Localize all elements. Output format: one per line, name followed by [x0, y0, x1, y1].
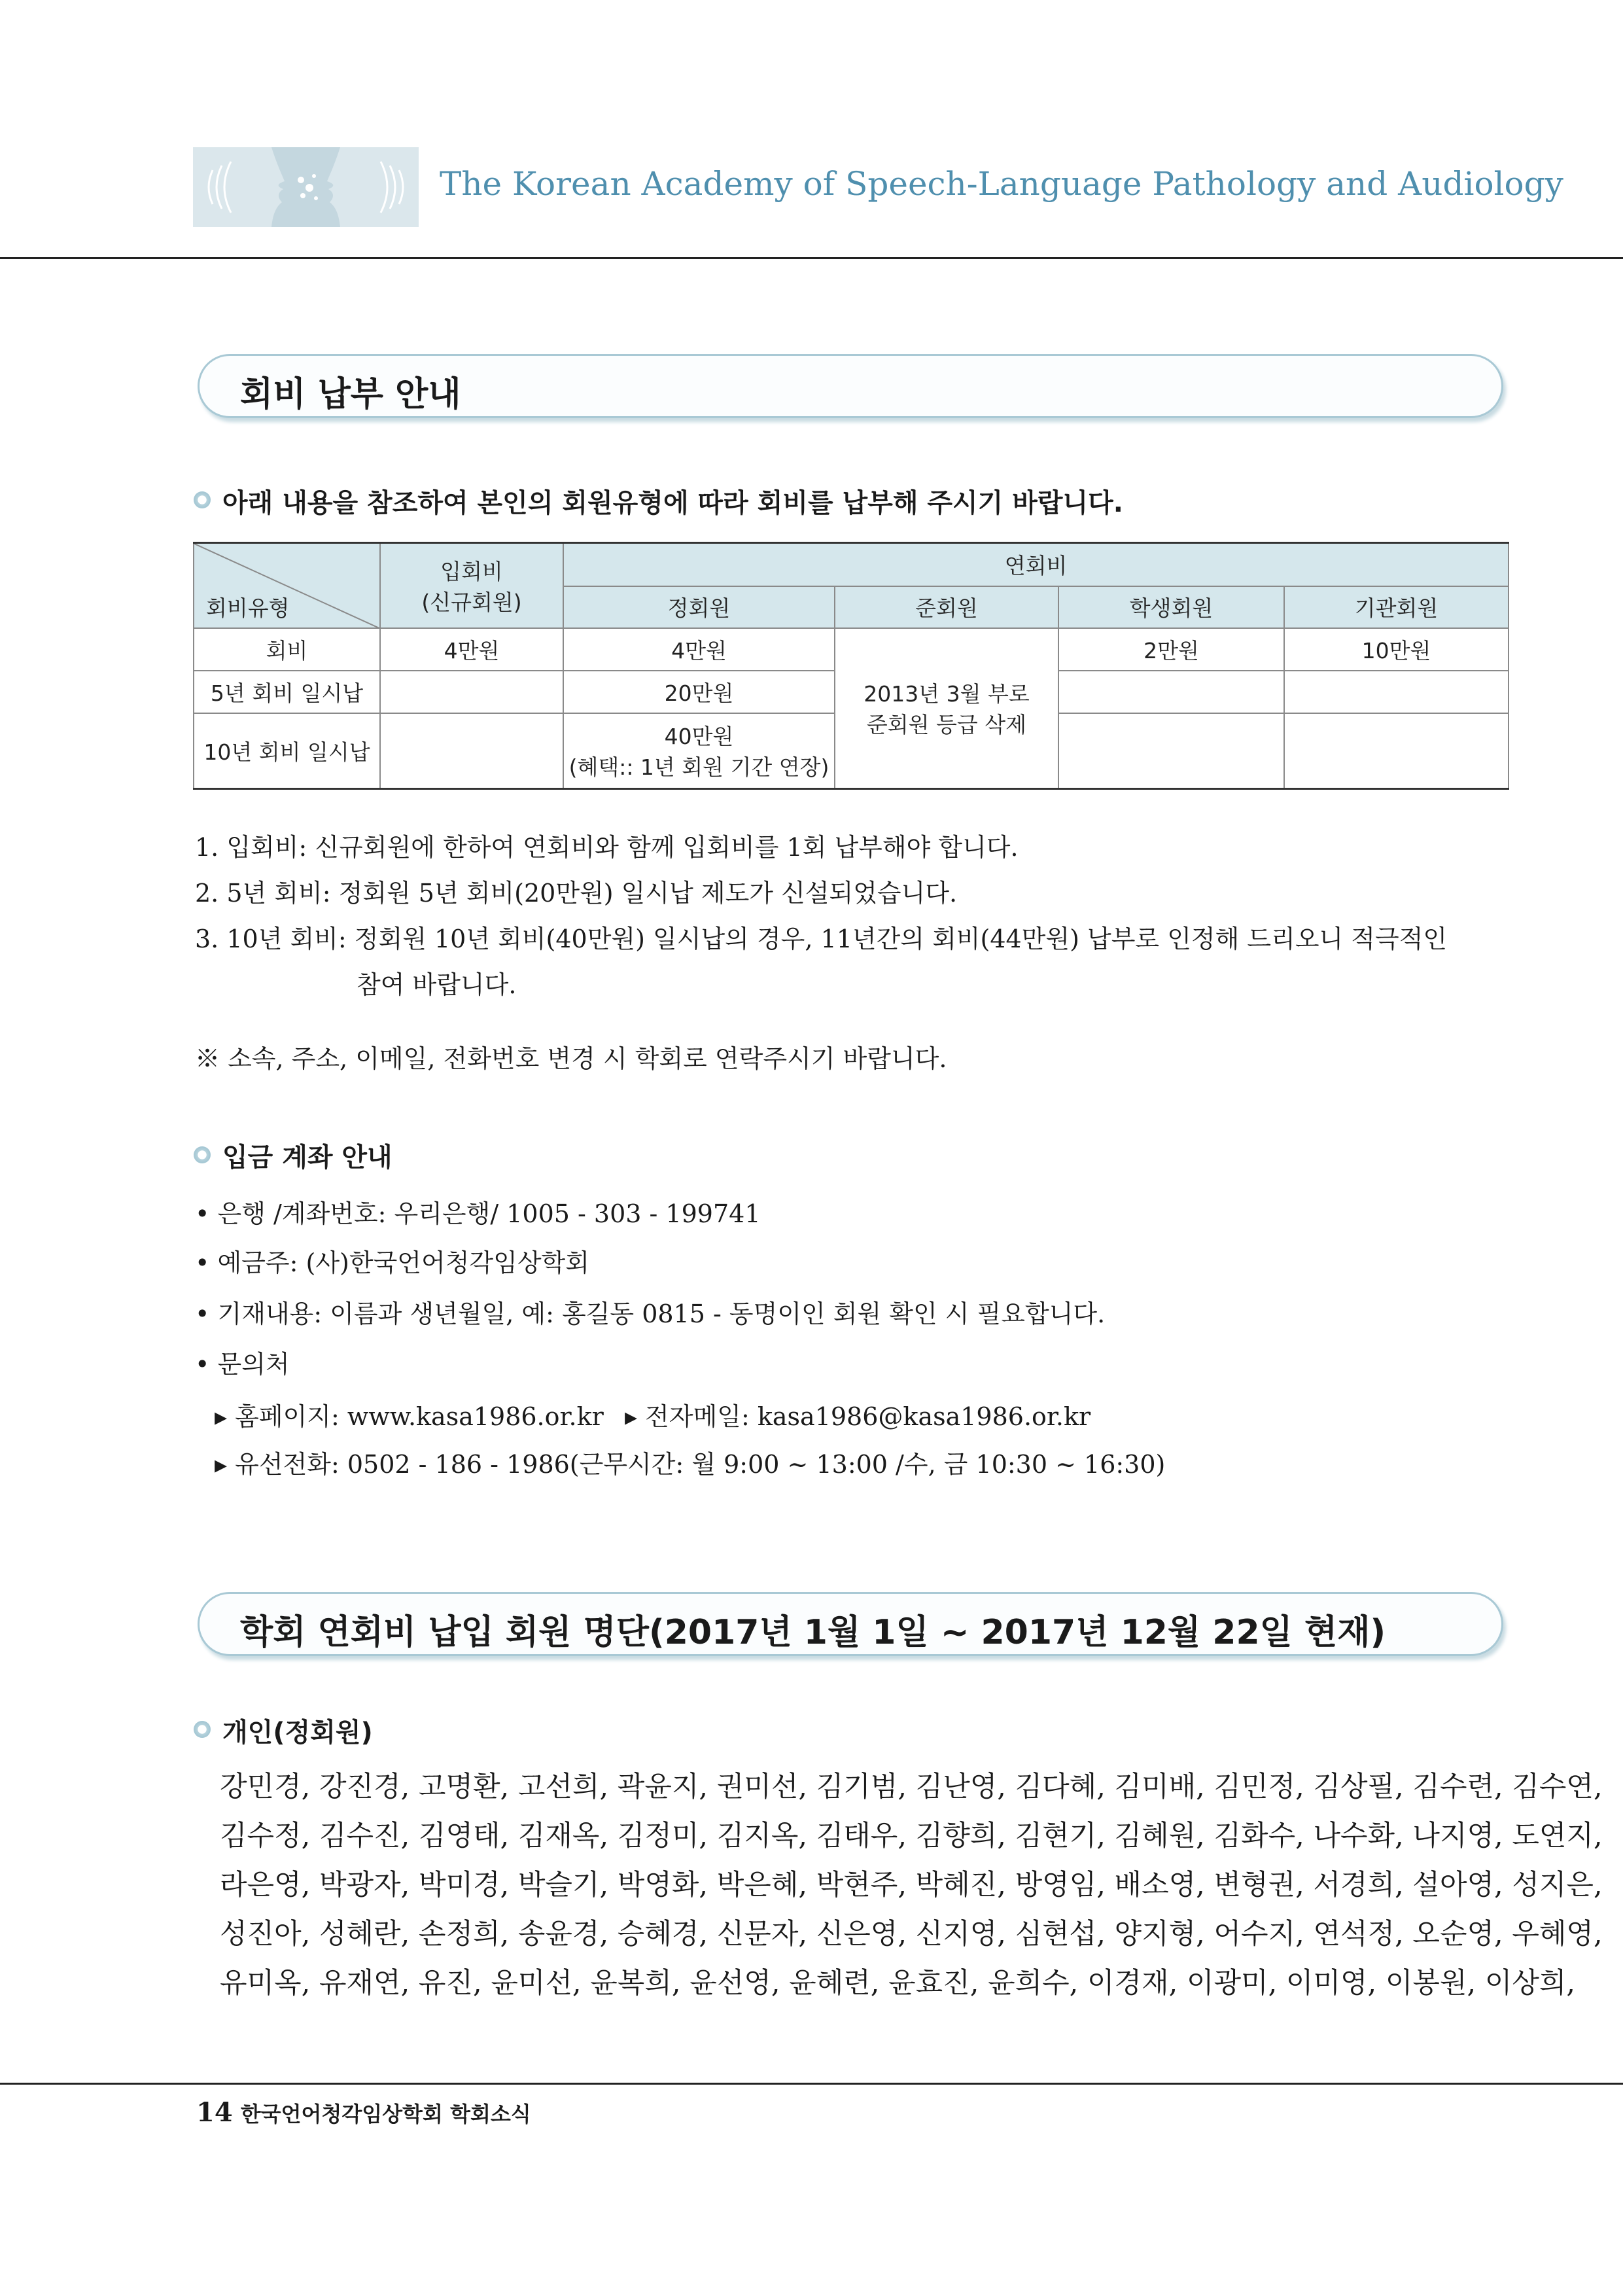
footer-divider	[0, 2083, 1623, 2085]
cell-regular-value: 40만원	[664, 724, 734, 750]
cell-regular-note: (혜택:: 1년 회원 기간 연장)	[568, 754, 829, 781]
corner-header-cell	[194, 543, 380, 628]
bank-account: • 은행 /계좌번호: 우리은행/ 1005 - 303 - 199741	[195, 1199, 761, 1228]
associate-note-line2: 준회원 등급 삭제	[866, 712, 1027, 738]
email-link[interactable]: ▸ 전자메일: kasa1986@kasa1986.or.kr	[625, 1402, 1091, 1431]
annual-fee-header: 연회비	[563, 543, 1509, 586]
account-title: 입금 계좌 안내	[222, 1142, 393, 1173]
section-banner-members	[198, 1592, 1503, 1656]
corner-label: 회비유형	[206, 595, 290, 621]
phone-info: ▸ 유선전화: 0502 - 186 - 1986(근무시간: 월 9:00 ~ 13:00 /수, 금 10:30 ~ 16:30)	[215, 1450, 1166, 1479]
member-names-line: 김수정, 김수진, 김영태, 김재옥, 김정미, 김지옥, 김태우, 김향희, 김현기, 김혜원, 김화수, 나수화, 나지영, 도연지,	[220, 1820, 1603, 1852]
col-header-associate: 준회원	[835, 586, 1058, 628]
deposit-memo: • 기재내용: 이름과 생년월일, 예: 홍길동 0815 - 동명이인 회원 확인 시 필요합니다.	[195, 1299, 1106, 1328]
circle-bullet-icon	[194, 1721, 211, 1738]
cell-regular: 4만원	[563, 628, 835, 671]
associate-deleted-cell	[835, 628, 1058, 789]
header-title: The Korean Academy of Speech-Language Pathology and Audiology	[440, 165, 1563, 203]
account-holder: • 예금주: (사)한국언어청각임상학회	[195, 1248, 589, 1277]
section-banner-fee	[198, 354, 1503, 418]
cell-student: 2만원	[1058, 628, 1284, 671]
cell-institution	[1284, 671, 1509, 713]
cell-regular	[563, 713, 835, 789]
cell-student	[1058, 671, 1284, 713]
section-title-fee: 회비 납부 안내	[240, 375, 461, 414]
note-1: 1. 입회비: 신규회원에 한하여 연회비와 함께 입회비를 1회 납부해야 합니다.	[195, 833, 1019, 862]
cell-student	[1058, 713, 1284, 789]
society-logo	[193, 147, 419, 227]
fee-table	[193, 542, 1509, 790]
cell-regular: 20만원	[563, 671, 835, 713]
member-names-line: 강민경, 강진경, 고명환, 고선희, 곽윤지, 권미선, 김기범, 김난영, 김다혜, 김미배, 김민정, 김상필, 김수련, 김수연,	[220, 1771, 1603, 1803]
entry-fee-sub: (신규회원)	[421, 589, 522, 615]
note-3: 3. 10년 회비: 정회원 10년 회비(40만원) 일시납의 경우, 11년간의 회비(44만원) 납부로 인정해 드리오니 적극적인	[195, 925, 1448, 953]
cell-entry-fee	[380, 713, 563, 789]
note-2: 2. 5년 회비: 정회원 5년 회비(20만원) 일시납 제도가 신설되었습니다.	[195, 879, 958, 908]
contact-change-remark: ※ 소속, 주소, 이메일, 전화번호 변경 시 학회로 연락주시기 바랍니다.	[195, 1044, 947, 1073]
members-subtitle: 개인(정회원)	[222, 1718, 373, 1748]
col-header-student: 학생회원	[1058, 586, 1284, 628]
entry-fee-label: 입회비	[440, 558, 503, 584]
member-names-line: 유미옥, 유재연, 유진, 윤미선, 윤복희, 윤선영, 윤혜련, 윤효진, 윤희수, 이경재, 이광미, 이미영, 이봉원, 이상희,	[220, 1967, 1576, 2000]
row-label: 5년 회비 일시납	[194, 671, 380, 713]
col-header-regular: 정회원	[563, 586, 835, 628]
fee-intro: 아래 내용을 참조하여 본인의 회원유형에 따라 회비를 납부해 주시기 바랍니다.	[222, 488, 1124, 518]
circle-bullet-icon	[194, 491, 211, 508]
cell-institution	[1284, 713, 1509, 789]
row-label: 회비	[194, 628, 380, 671]
member-names-line: 라은영, 박광자, 박미경, 박슬기, 박영화, 박은혜, 박현주, 박혜진, 방영임, 배소영, 변형권, 서경희, 설아영, 성지은,	[220, 1869, 1603, 1901]
page-number: 14	[196, 2097, 233, 2128]
member-names-line: 성진아, 성혜란, 손정희, 송윤경, 승혜경, 신문자, 신은영, 신지영, 심현섭, 양지형, 어수지, 연석정, 오순영, 우혜영,	[220, 1918, 1603, 1951]
circle-bullet-icon	[194, 1146, 211, 1163]
contact-heading: • 문의처	[195, 1350, 290, 1379]
header-divider	[0, 257, 1623, 259]
cell-institution: 10만원	[1284, 628, 1509, 671]
footer	[196, 2097, 531, 2128]
col-header-institution: 기관회원	[1284, 586, 1509, 628]
homepage-link[interactable]: ▸ 홈페이지: www.kasa1986.or.kr	[215, 1402, 604, 1431]
section-title-members: 학회 연회비 납입 회원 명단(2017년 1월 1일 ~ 2017년 12월 22일 현재)	[240, 1613, 1386, 1652]
associate-note-line1: 2013년 3월 부로	[864, 681, 1030, 707]
publication-name: 한국언어청각임상학회 학회소식	[240, 2102, 531, 2127]
entry-fee-header	[380, 543, 563, 628]
cell-entry-fee: 4만원	[380, 628, 563, 671]
note-3-cont: 참여 바랍니다.	[357, 970, 517, 999]
cell-entry-fee	[380, 671, 563, 713]
speaking-faces-logo-icon	[193, 147, 419, 227]
row-label: 10년 회비 일시납	[194, 713, 380, 789]
